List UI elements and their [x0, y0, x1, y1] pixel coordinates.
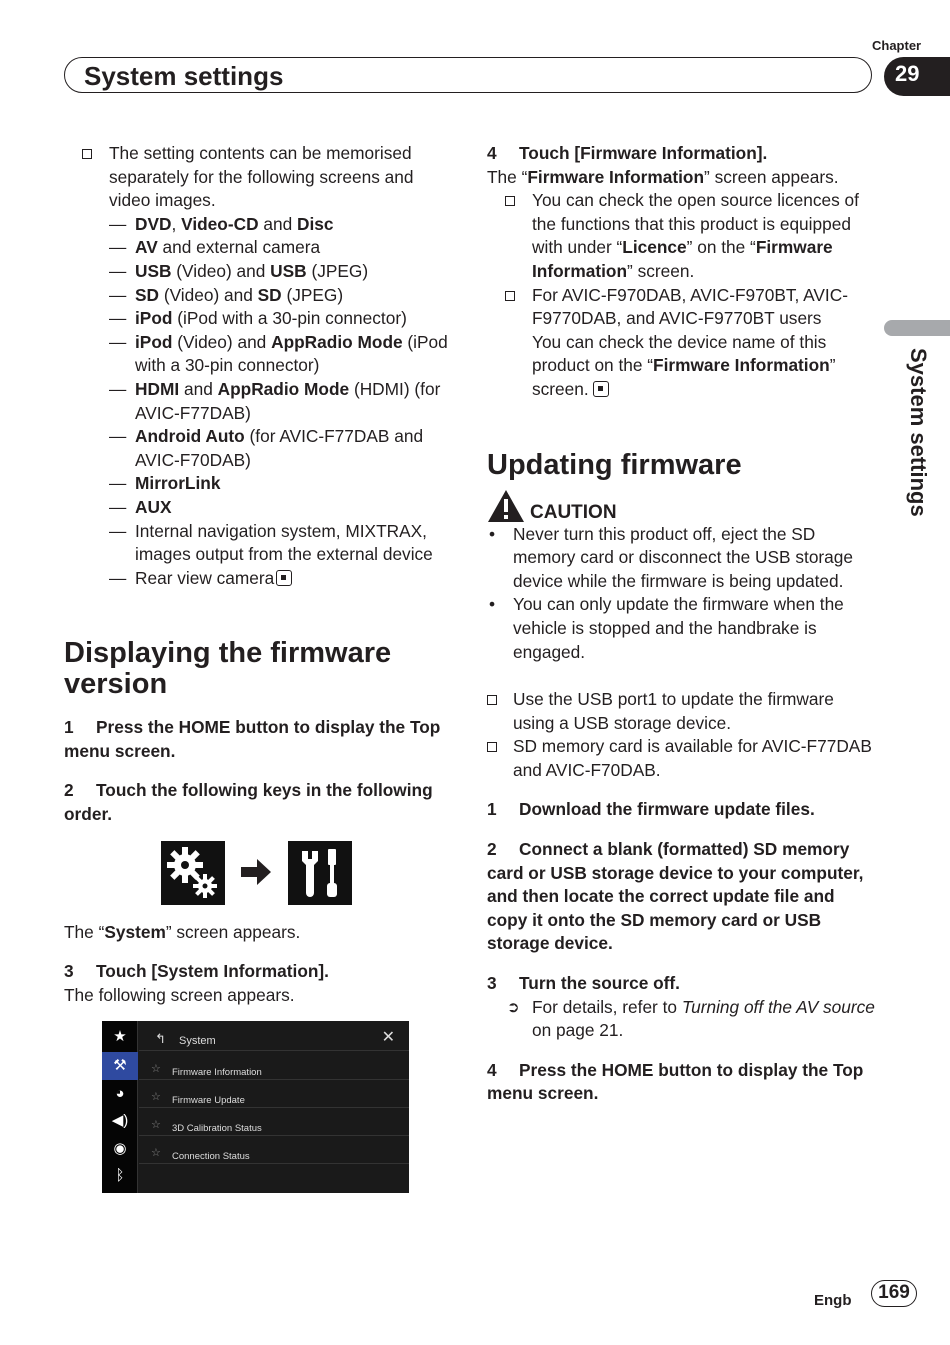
back-icon[interactable]: ↰ [155, 1031, 166, 1047]
screen-menu-item[interactable]: ☆ 3D Calibration Status [139, 1108, 409, 1136]
step-2: 2 Touch the following keys in the following order. [64, 780, 433, 825]
list-item: — Rear view camera [64, 567, 452, 591]
system-screen [102, 1021, 409, 1193]
note-box-icon [82, 149, 92, 159]
right-column [487, 142, 877, 1106]
bluetooth-icon[interactable]: ᛒ [115, 1167, 125, 1185]
left-column [64, 142, 452, 1193]
warning-icon [487, 489, 525, 523]
list-item: — iPod (Video) and AppRadio Mode (iPod with a 30-pin connector) [109, 331, 448, 376]
caution-block: CAUTION [487, 489, 877, 523]
system-tools-tab-icon[interactable]: ⚒ [102, 1052, 138, 1080]
caution-bullet: • You can only update the firmware when the vehicle is stopped and the handbrake is engaged. [489, 594, 844, 662]
note-licence: You can check the open source licences of the functions that this product is equipped with under “Licence” on the “Firmware Information” screen. [487, 189, 877, 283]
heading-firmware-version: Displaying the firmware version [64, 637, 392, 701]
note-usb-port: Use the USB port1 to update the firmware using a USB storage device. [487, 688, 877, 735]
note-sd-card: SD memory card is available for AVIC-F77DAB and AVIC-F70DAB. [487, 735, 877, 782]
update-step-3: 3 Turn the source off. [487, 973, 680, 994]
list-item: — AUX [109, 496, 172, 517]
favorite-star-icon[interactable]: ★ [113, 1028, 127, 1046]
close-icon[interactable]: ✕ [381, 1029, 395, 1047]
screen-menu-item[interactable]: ☆ Firmware Information [139, 1052, 409, 1080]
page-number: 169 [871, 1280, 917, 1307]
list-item: — SD (Video) and SD (JPEG) [109, 284, 344, 305]
screen-header [139, 1021, 409, 1051]
reference-arrow-icon: ➲ [507, 998, 520, 1016]
list-item: — HDMI and AppRadio Mode (HDMI) (for AVIC-F77DAB) [109, 378, 441, 423]
update-step-1: 1 Download the firmware update files. [487, 799, 815, 820]
star-outline-icon[interactable]: ☆ [151, 1091, 161, 1104]
list-item: — Internal navigation system, MIXTRAX, images output from the external device [109, 520, 433, 565]
note-memorised: The setting contents can be memorised separately for the following screens and video images. [64, 142, 452, 213]
star-outline-icon[interactable]: ☆ [151, 1147, 161, 1160]
end-mark-icon [593, 381, 609, 397]
note-box-icon [487, 695, 497, 705]
screen-sidebar [102, 1021, 138, 1193]
system-tools-icon [288, 841, 352, 905]
system-screen-appears: The “System” screen appears. [64, 921, 301, 942]
step-1: 1 Press the HOME button to display the Top menu screen. [64, 717, 441, 761]
following-screen-text: The following screen appears. [64, 984, 295, 1005]
list-item: — MirrorLink [109, 473, 221, 494]
side-tab-bar [884, 320, 950, 336]
disc-icon[interactable]: ◉ [113, 1140, 127, 1158]
side-section-label: System settings [906, 348, 931, 517]
settings-gear-icon [161, 841, 225, 905]
list-item: — AV and external camera [109, 237, 321, 258]
screen-list [64, 213, 452, 591]
language-code: Engb [814, 1292, 852, 1309]
chapter-number: 29 [884, 57, 950, 96]
firmware-screen-appears: The “Firmware Information” screen appears. [487, 166, 839, 187]
list-item: — DVD, Video-CD and Disc [109, 213, 334, 234]
update-step-2: 2 Connect a blank (formatted) SD memory card or USB storage device to your computer, and then locate the correct update file and copy it onto the SD memory card or USB storage device. [487, 839, 864, 954]
update-step-4: 4 Press the HOME button to display the Top menu screen. [487, 1059, 864, 1104]
screen-title: System [179, 1035, 216, 1048]
list-item: — USB (Video) and USB (JPEG) [109, 260, 369, 281]
heading-updating-firmware: Updating firmware [487, 448, 742, 481]
step-3: 3 Touch [System Information]. [64, 961, 329, 982]
note-box-icon [505, 196, 515, 206]
screen-menu-item[interactable]: ☆ Connection Status [139, 1136, 409, 1164]
chapter-label: Chapter [872, 38, 922, 53]
list-item: — iPod (iPod with a 30-pin connector) [109, 308, 407, 329]
reference-note: ➲ For details, refer to Turning off the AV source on page 21. [507, 996, 875, 1041]
camera-icon[interactable]: ◕ [115, 1085, 125, 1103]
step-4: 4 Touch [Firmware Information]. [487, 143, 768, 163]
key-sequence [64, 841, 452, 921]
star-outline-icon[interactable]: ☆ [151, 1063, 161, 1076]
end-mark-icon [276, 570, 292, 586]
star-outline-icon[interactable]: ☆ [151, 1119, 161, 1132]
list-item: — Android Auto (for AVIC-F77DAB and AVIC-F70DAB) [109, 426, 424, 470]
note-box-icon [487, 742, 497, 752]
note-box-icon [505, 291, 515, 301]
speaker-icon[interactable]: ◀) [111, 1112, 129, 1130]
caution-bullet: • Never turn this product off, eject the SD memory card or disconnect the USB storage device while the firmware is being updated. [489, 523, 854, 591]
arrow-right-icon [239, 855, 273, 889]
screen-menu-item[interactable]: ☆ Firmware Update [139, 1080, 409, 1108]
note-models: For AVIC-F970DAB, AVIC-F970BT, AVIC-F9770DAB, and AVIC-F9770BT users You can check the device name of this product on the “Firmware Information” screen. [487, 284, 877, 402]
page-title: System settings [84, 61, 284, 91]
